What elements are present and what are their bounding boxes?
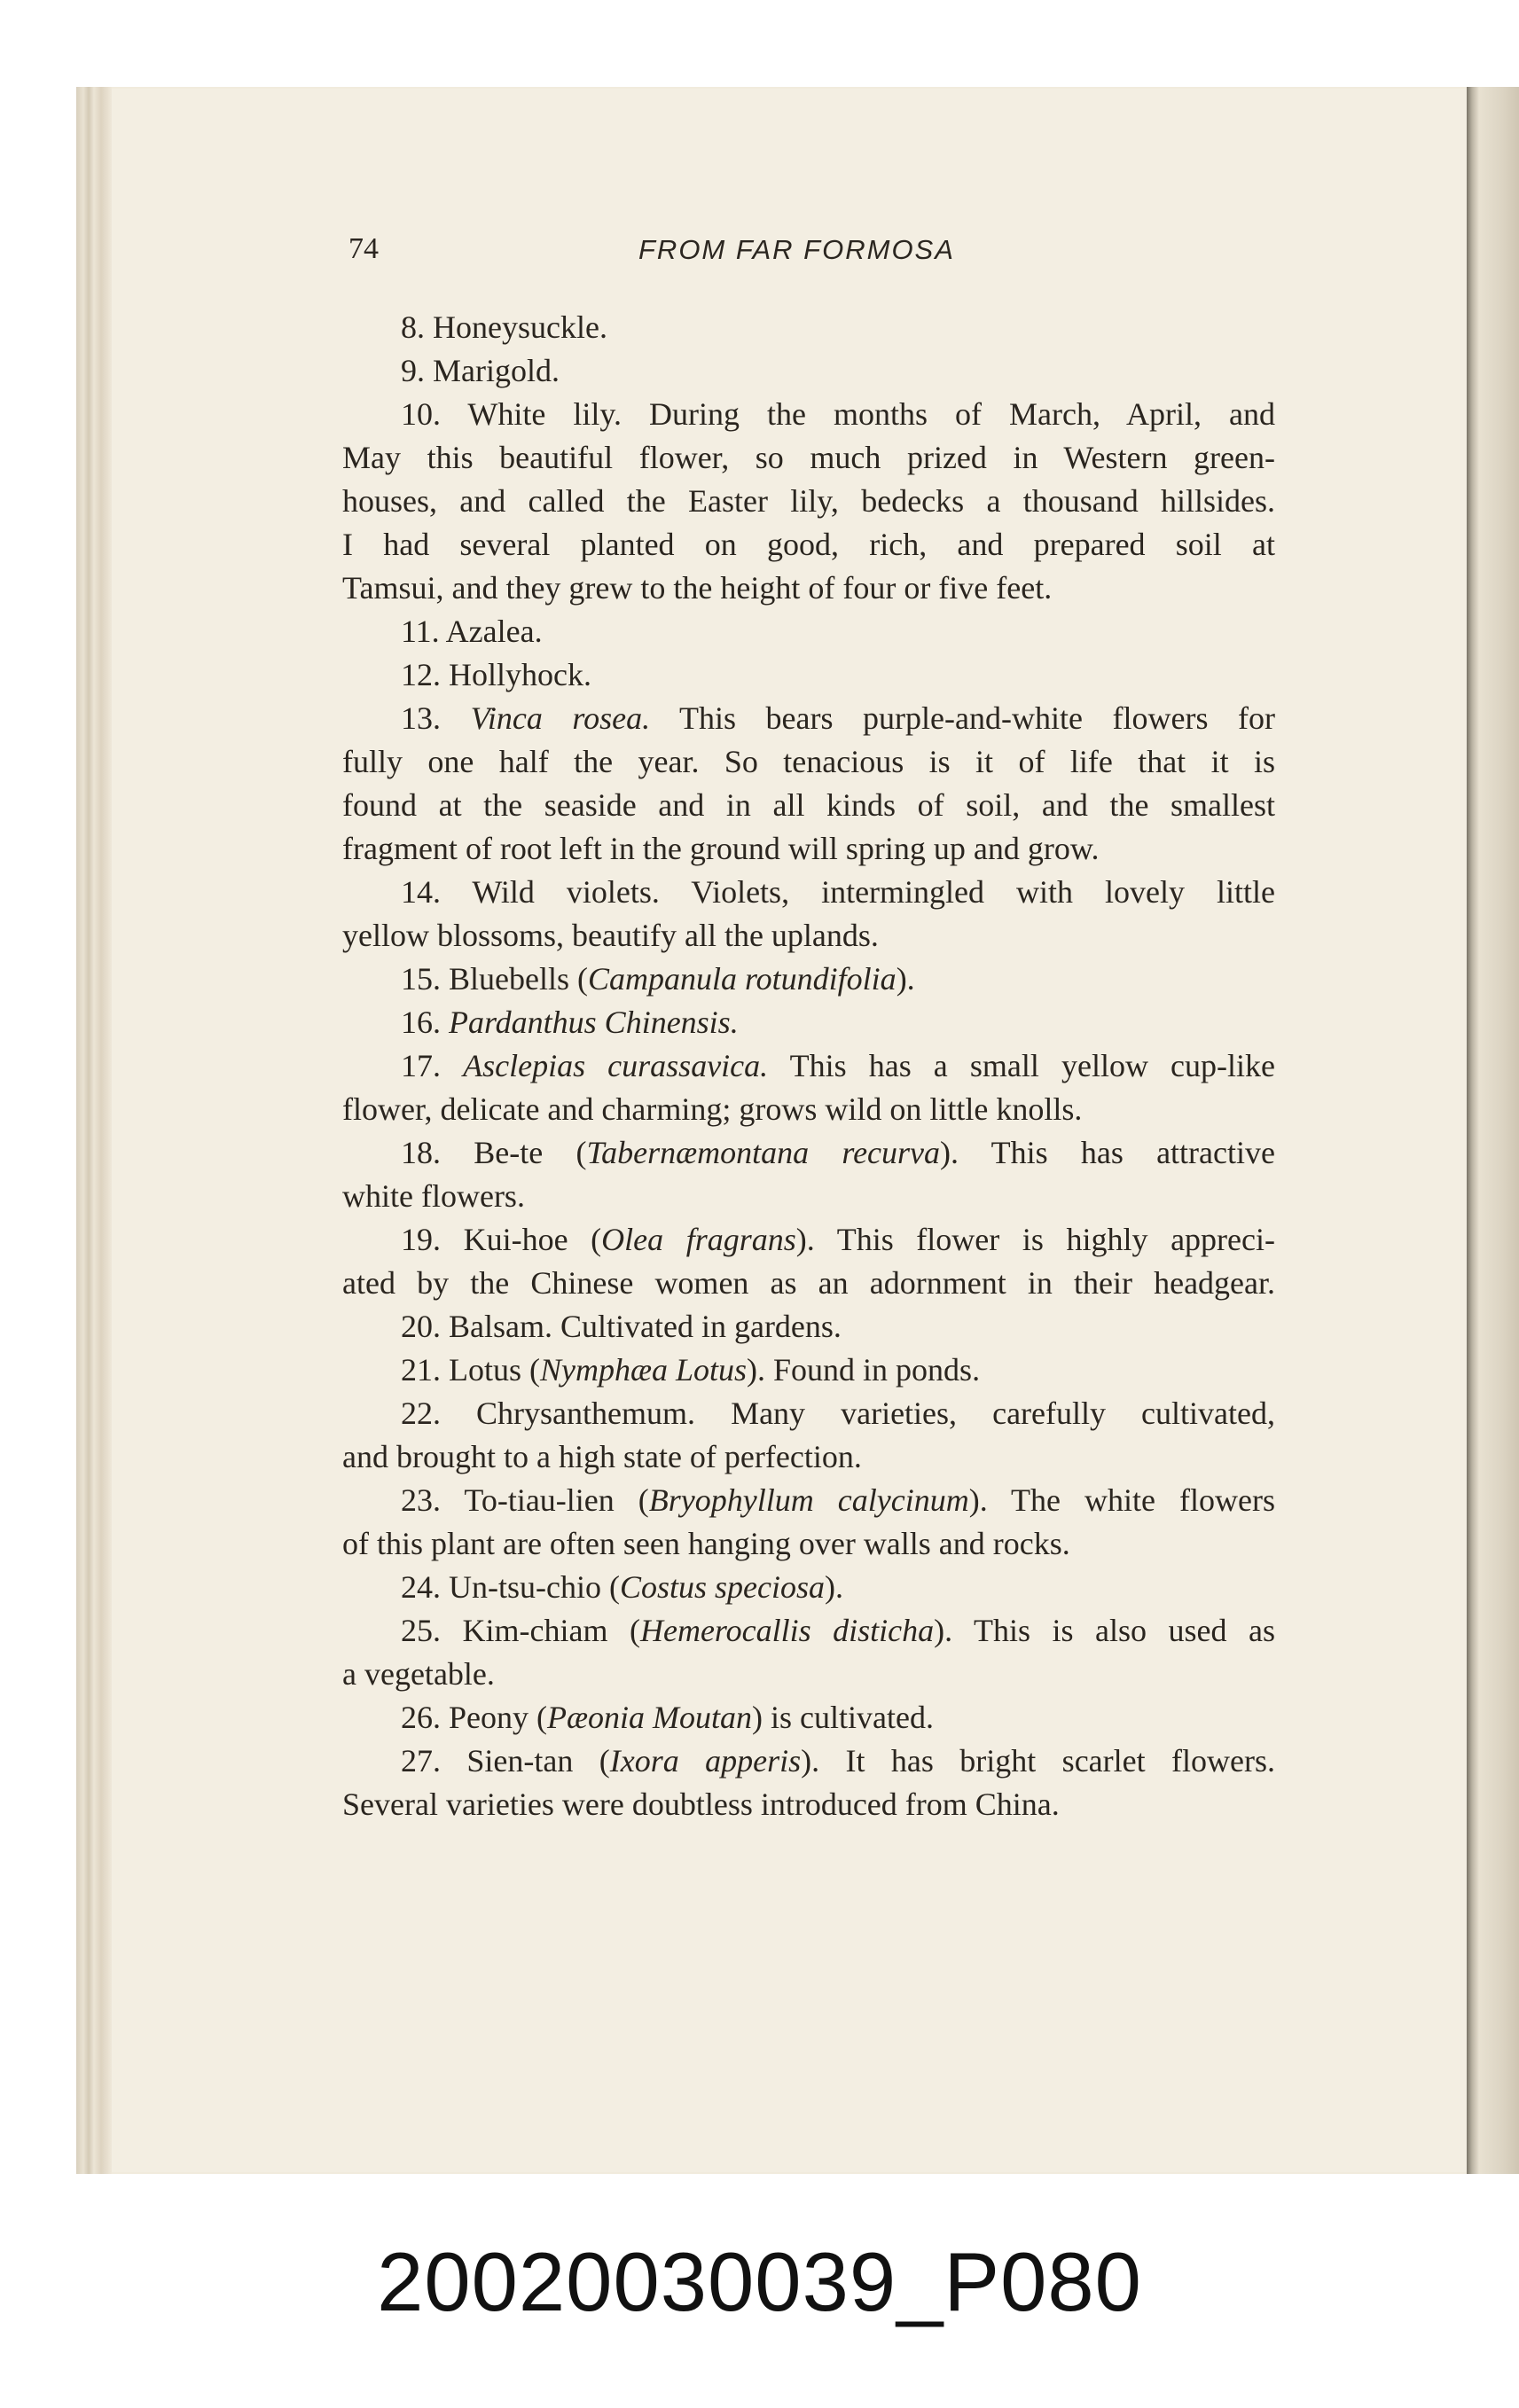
entry-17-line-2: flower, delicate and charming; grows wild on little knolls. [342, 1091, 1083, 1127]
entry-26-prefix: 26. Peony ( [401, 1700, 547, 1735]
entry-24-suffix: ). [824, 1569, 843, 1605]
entry-15-suffix: ). [896, 961, 915, 997]
entry-15-prefix: 15. Bluebells ( [401, 961, 588, 997]
entry-25-line-1 [342, 1609, 1275, 1653]
entry-23-prefix: 23. To-tiau-lien ( [401, 1482, 649, 1518]
entry-27-species: Ixora apperis [609, 1743, 802, 1779]
entry-13-line-3: found at the seaside and in all kinds of soil, and the smallest [342, 787, 1275, 823]
entry-13-number: 13. [401, 700, 441, 736]
entry-23-species: Bryophyllum calycinum [648, 1482, 969, 1518]
entry-10-line-5: Tamsui, and they grew to the height of four or five feet. [342, 570, 1053, 606]
entry-21-prefix: 21. Lotus ( [401, 1352, 540, 1388]
entry-17-number: 17. [401, 1048, 441, 1083]
entry-22-line-2: and brought to a high state of perfection. [342, 1439, 862, 1474]
entry-25-line-2: a vegetable. [342, 1656, 495, 1692]
entry-16-species: Pardanthus Chinensis. [449, 1005, 739, 1040]
entry-18-species: Tabernæmontana recurva [586, 1135, 941, 1170]
entry-26-species: Pæonia Moutan [547, 1700, 752, 1735]
entry-20: 20. Balsam. Cultivated in gardens. [401, 1309, 842, 1344]
entry-9: 9. Marigold. [401, 353, 560, 388]
entry-17-text: This has a small yellow cup-like [789, 1048, 1275, 1083]
entry-16-number: 16. [401, 1005, 441, 1040]
entry-13-line-4: fragment of root left in the ground will spring up and grow. [342, 831, 1100, 866]
entry-17-species: Asclepias curassavica. [463, 1048, 769, 1083]
entry-22-line-1: 22. Chrysanthemum. Many varieties, carefully cultivated, [401, 1396, 1275, 1431]
entry-14-line-2: yellow blossoms, beautify all the uplands. [342, 918, 879, 953]
page-stack-edge [76, 87, 112, 2174]
entry-23-line-2: of this plant are often seen hanging over walls and rocks. [342, 1526, 1070, 1561]
entry-25-prefix: 25. Kim-chiam ( [401, 1613, 640, 1648]
entry-10-line-4: I had several planted on good, rich, and prepared soil at [342, 527, 1275, 562]
entry-27-line-2: Several varieties were doubtless introduced from China. [342, 1786, 1060, 1822]
entry-27-line-1 [342, 1740, 1275, 1783]
entry-26 [342, 1696, 1275, 1740]
entry-23-suffix: ). The white flowers [968, 1482, 1275, 1518]
entry-16 [342, 1001, 1275, 1044]
entry-11: 11. Azalea. [401, 614, 543, 649]
entry-18-suffix: ). This has attractive [940, 1135, 1275, 1170]
entry-13-species: Vinca rosea. [470, 700, 651, 736]
entry-18-prefix: 18. Be-te ( [401, 1135, 587, 1170]
entry-17-line-1 [342, 1044, 1275, 1088]
entry-27-suffix: ). It has bright scarlet flowers. [801, 1743, 1275, 1779]
entry-24-prefix: 24. Un-tsu-chio ( [401, 1569, 620, 1605]
entry-25-species: Hemerocallis disticha [639, 1613, 935, 1648]
entry-8: 8. Honeysuckle. [401, 309, 607, 345]
entry-15 [342, 958, 1275, 1001]
entry-19-suffix: ). This flower is highly appreci- [795, 1222, 1275, 1257]
entry-12: 12. Hollyhock. [401, 657, 591, 692]
entry-19-species: Olea fragrans [601, 1222, 796, 1257]
facing-page-gutter [1467, 87, 1519, 2174]
entry-27-prefix: 27. Sien-tan ( [401, 1743, 610, 1779]
entry-14-line-1: 14. Wild violets. Violets, intermingled with lovely little [401, 874, 1275, 910]
entry-21 [342, 1349, 1275, 1392]
entry-18-line-2: white flowers. [342, 1178, 525, 1214]
entry-19-line-1 [342, 1218, 1275, 1262]
entry-10-line-2: May this beautiful flower, so much prized in Western green- [342, 440, 1275, 475]
running-head: FROM FAR FORMOSA [638, 234, 955, 265]
entry-19-line-2: ated by the Chinese women as an adornment in their headgear. [342, 1265, 1275, 1301]
entry-21-suffix: ). Found in ponds. [747, 1352, 981, 1388]
entry-23-line-1 [342, 1479, 1275, 1522]
entry-10-line-3: houses, and called the Easter lily, bedecks a thousand hillsides. [342, 483, 1275, 519]
entry-10-line-1: 10. White lily. During the months of March, April, and [401, 396, 1275, 432]
entry-24-species: Costus speciosa [619, 1569, 825, 1605]
page-body [342, 306, 1275, 1826]
entry-13-text: This bears purple-and-white flowers for [678, 700, 1275, 736]
archive-identifier: 20020030039_P080 [377, 2235, 1142, 2328]
entry-13-line-2: fully one half the year. So tenacious is it of life that it is [342, 744, 1275, 779]
entry-26-suffix: ) is cultivated. [752, 1700, 934, 1735]
entry-13-line-1 [342, 697, 1275, 740]
entry-18-line-1 [342, 1131, 1275, 1175]
entry-21-species: Nymphæa Lotus [540, 1352, 748, 1388]
page-number: 74 [348, 232, 379, 265]
entry-15-species: Campanula rotundifolia [587, 961, 897, 997]
entry-19-prefix: 19. Kui-hoe ( [401, 1222, 602, 1257]
entry-24 [342, 1566, 1275, 1609]
entry-25-suffix: ). This is also used as [934, 1613, 1275, 1648]
